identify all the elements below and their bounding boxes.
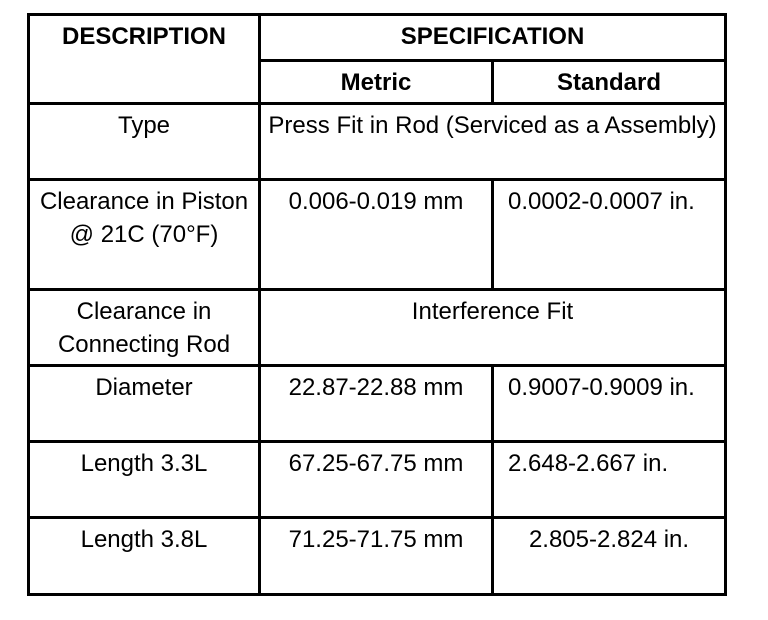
description-header: DESCRIPTION <box>29 15 260 104</box>
row-metric-value: 71.25-71.75 mm <box>260 518 493 595</box>
row-description: Clearance in Piston @ 21C (70°F) <box>29 180 260 290</box>
row-description: Clearance in Connecting Rod <box>29 290 260 366</box>
row-description: Length 3.8L <box>29 518 260 595</box>
specification-header: SPECIFICATION <box>260 15 726 61</box>
row-standard-value: 2.805-2.824 in. <box>493 518 726 595</box>
header-row <box>29 15 726 61</box>
table-row <box>29 518 726 595</box>
row-description: Length 3.3L <box>29 442 260 518</box>
row-metric-value: 0.006-0.019 mm <box>260 180 493 290</box>
row-merged-value: Interference Fit <box>260 290 726 366</box>
row-metric-value: 67.25-67.75 mm <box>260 442 493 518</box>
row-description: Diameter <box>29 366 260 442</box>
metric-header: Metric <box>260 61 493 104</box>
row-standard-value: 0.9007-0.9009 in. <box>493 366 726 442</box>
row-standard-value: 2.648-2.667 in. <box>493 442 726 518</box>
row-standard-value: 0.0002-0.0007 in. <box>493 180 726 290</box>
spec-table <box>27 13 727 596</box>
table-row <box>29 104 726 180</box>
table-row <box>29 290 726 366</box>
row-metric-value: 22.87-22.88 mm <box>260 366 493 442</box>
table-row <box>29 442 726 518</box>
table-row <box>29 180 726 290</box>
row-description: Type <box>29 104 260 180</box>
standard-header: Standard <box>493 61 726 104</box>
row-merged-value: Press Fit in Rod (Serviced as a Assembly) <box>260 104 726 180</box>
table-row <box>29 366 726 442</box>
